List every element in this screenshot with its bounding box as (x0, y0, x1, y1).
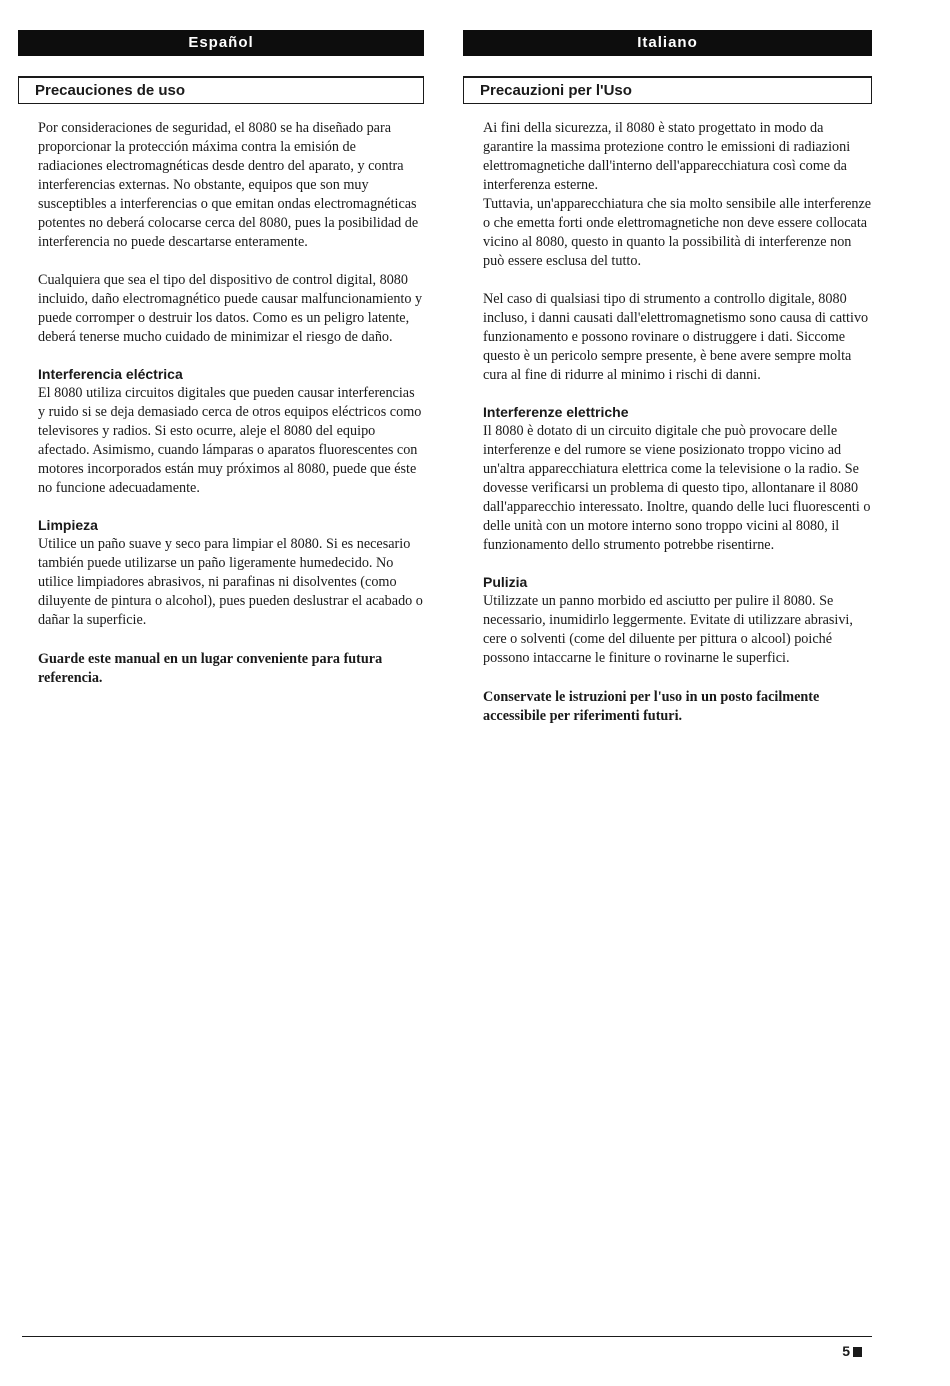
italian-column (463, 30, 872, 740)
spanish-column (18, 30, 424, 702)
language-header-italian: Italiano (463, 30, 872, 56)
keep-manual-note-spanish: Guarde este manual en un lugar conveniente para futura referencia. (38, 651, 383, 686)
paragraph-interference-italian: Il 8080 è dotato di un circuito digitale che può provocare delle interferenze e del rumore se viene posizionato troppo vicino ad un'altra apparecchiatura elettrica come la televisione o la radio. Se dovesse verificarsi un problema di questo tipo, allontanare il 8080 dall'apparecchio interessato. Inoltre, quando delle luci fluorescenti o delle unità con un motore interno sono troppo vicini al 8080, il funzionamento dello strumento potrebbe risentirne. (483, 423, 871, 553)
paragraph-digital-italian: Nel caso di qualsiasi tipo di strumento a controllo digitale, 8080 incluso, i danni causati dall'elettromagnetismo sono causa di cattivo funzionamento e possono rovinare o distruggere i dati. Siccome questo è un pericolo sempre presente, è bene avere sempre molta cura al fine di ridurre al minimo i rischi di danni. (483, 291, 869, 383)
heading-cleaning-italian: Pulizia (483, 574, 528, 590)
paragraph-safety-italian: Ai fini della sicurezza, il 8080 è stato progettato in modo da garantire la massima protezione contro le emissioni di radiazioni elettromagnetiche dall'interno dell'apparecchiatura così come da interferenza esterne. (483, 120, 851, 193)
paragraph-interference-spanish: El 8080 utiliza circuitos digitales que pueden causar interferencias y ruido si se deja demasiado cerca de otros equipos eléctricos como televisores y radios. Si esto ocurre, aleje el 8080 del equipo afectado. Asimismo, cuando lámparas o aparatos fluorescentes con motores incorporados están muy próximos al 8080, puede que éste no funcione adecuadamente. (38, 385, 422, 496)
italian-content (463, 119, 872, 726)
spanish-content (18, 119, 424, 688)
paragraph-digital-spanish: Cualquiera que sea el tipo del dispositivo de control digital, 8080 incluido, daño electromagnético puede causar malfuncionamiento y puede corromper o destruir los datos. Como es un peligro latente, deberá tenerse mucho cuidado de minimizar el riesgo de daño. (38, 272, 423, 345)
paragraph-cleaning-spanish: Utilice un paño suave y seco para limpiar el 8080. Si es necesario también puede utilizarse un paño ligeramente humedecido. No utilice limpiadores abrasivos, ni parafinas ni disolventes (como diluyente de pintura o alcohol), pues pueden deslustrar el acabado o dañar la superficie. (38, 536, 423, 628)
page-number-text: 5 (842, 1343, 850, 1359)
heading-interference-spanish: Interferencia eléctrica (38, 366, 183, 382)
paragraph-safety-spanish: Por consideraciones de seguridad, el 8080 se ha diseñado para proporcionar la protección máxima contra la emisión de radiaciones electromagnéticas desde dentro del aparato, y contra interferencias externas. No obstante, equipos que son muy susceptibles a interferencias o que emitan ondas electromagnéticas potentes no deberá colocarse cerca del 8080, pues la posibilidad de interferencia no puede descartarse enteramente. (38, 120, 419, 250)
language-header-spanish: Español (18, 30, 424, 56)
paragraph-cleaning-italian: Utilizzate un panno morbido ed asciutto per pulire il 8080. Se necessario, inumidirlo leggermente. Evitate di utilizzare abrasivi, cere o solventi (come del diluente per pittura o alcool) poiché possono intaccarne le finiture o rovinarne le superfici. (483, 593, 853, 666)
section-title-italian: Precauzioni per l'Uso (463, 76, 872, 104)
square-bullet-icon (853, 1347, 862, 1357)
heading-cleaning-spanish: Limpieza (38, 517, 98, 533)
heading-interference-italian: Interferenze elettriche (483, 404, 629, 420)
page-number (842, 1342, 862, 1360)
footer-divider (22, 1336, 872, 1337)
paragraph-safety-continued-italian: Tuttavia, un'apparecchiatura che sia molto sensibile alle interferenze o che emetta forti onde elettromagnetiche non deve essere collocata vicino al 8080, questo in quanto la possibilità di interferenze non può essere esclusa del tutto. (483, 196, 872, 269)
keep-manual-note-italian: Conservate le istruzioni per l'uso in un posto facilmente accessibile per riferimenti futuri. (483, 689, 820, 724)
section-title-spanish: Precauciones de uso (18, 76, 424, 104)
